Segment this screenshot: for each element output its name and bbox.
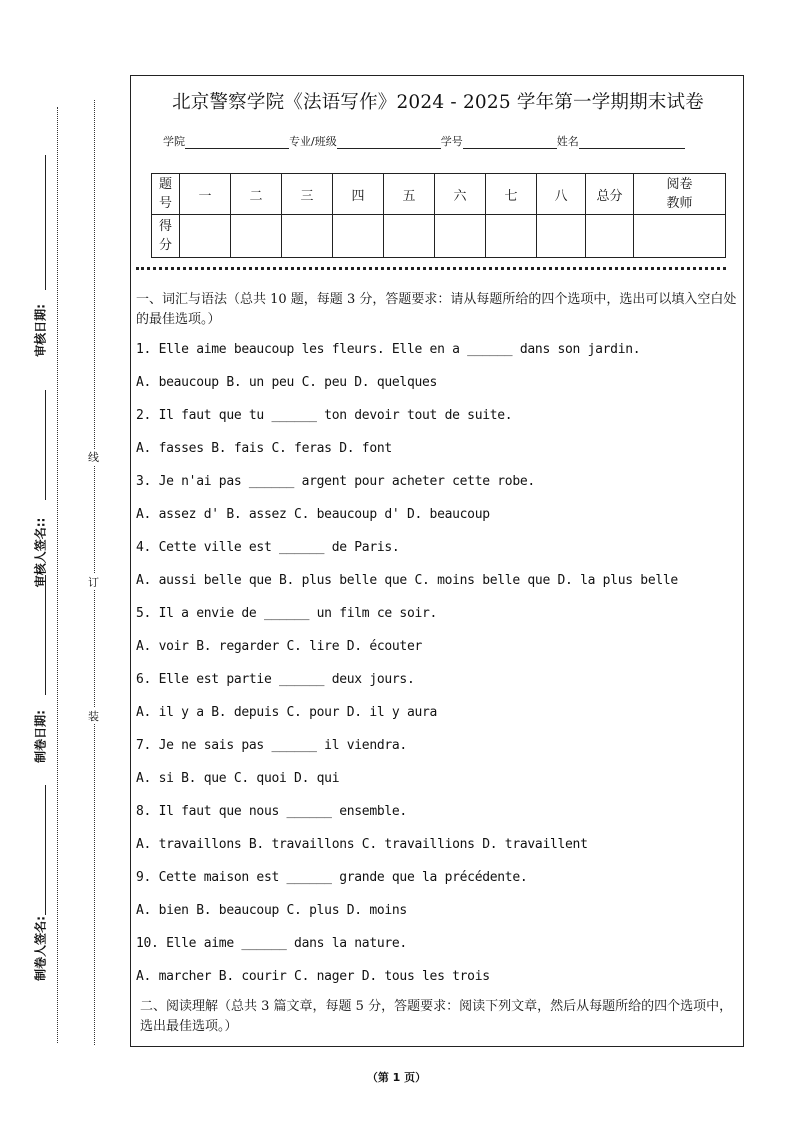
dotted-rule-outer (57, 107, 58, 1043)
score-cell[interactable] (486, 215, 537, 258)
total-score-cell[interactable] (586, 215, 634, 258)
score-cell[interactable] (435, 215, 486, 258)
question-stem: 7. Je ne sais pas ______ il viendra. (136, 738, 407, 753)
score-value-row (152, 215, 726, 258)
score-col-header: 五 (384, 174, 435, 215)
page-number: （第 1 页） (366, 1071, 427, 1084)
reviewer-signature-blank[interactable] (45, 390, 46, 500)
score-cell[interactable] (231, 215, 282, 258)
score-col-header: 一 (180, 174, 231, 215)
reviewer-cell[interactable] (634, 215, 726, 258)
dotted-rule-inner (94, 100, 95, 1045)
exam-title: 北京警察学院《法语写作》2024 - 2025 学年第一学期期末试卷 (172, 92, 704, 113)
bind-order-char: 订 (88, 576, 99, 589)
maker-date-blank[interactable] (45, 575, 46, 695)
college-label: 学院 (163, 135, 185, 148)
score-cell[interactable] (384, 215, 435, 258)
reviewer-signature-label: 审核人签名:: (33, 517, 48, 588)
question-stem: 2. Il faut que tu ______ ton devoir tout de suite. (136, 408, 513, 423)
question-number-label: 题 号 (152, 174, 180, 215)
score-col-header: 四 (333, 174, 384, 215)
question-options: A. voir B. regarder C. lire D. écouter (136, 639, 423, 654)
question-stem: 9. Cette maison est ______ grande que la précédente. (136, 870, 528, 885)
reviewer-date-blank[interactable] (45, 155, 46, 290)
question-stem: 5. Il a envie de ______ un film ce soir. (136, 606, 438, 621)
question-stem: 8. Il faut que nous ______ ensemble. (136, 804, 407, 819)
student-id-label: 学号 (440, 135, 463, 148)
score-cell[interactable] (537, 215, 586, 258)
score-row-label: 得 分 (152, 215, 180, 258)
score-cell[interactable] (282, 215, 333, 258)
maker-signature-blank[interactable] (45, 785, 46, 915)
bind-line-char: 线 (88, 451, 99, 464)
exam-body (136, 290, 742, 1037)
maker-signature-label: 制卷人签名: (33, 916, 48, 981)
score-header-row (152, 174, 726, 215)
student-id-blank[interactable] (463, 136, 557, 149)
reviewer-date-label: 审核日期: (33, 304, 48, 357)
exam-frame (130, 75, 744, 1047)
major-label: 专业/班级 (289, 135, 337, 148)
bind-install-char: 装 (88, 710, 99, 723)
student-info-row (163, 133, 685, 149)
section2-heading: 二、阅读理解（总共 3 篇文章，每题 5 分，答题要求：阅读下列文章，然后从每题所给的四个选项中，选出最佳选项。） (140, 999, 733, 1034)
score-cell[interactable] (180, 215, 231, 258)
question-stem: 4. Cette ville est ______ de Paris. (136, 540, 400, 555)
question-options: A. aussi belle que B. plus belle que C. moins belle que D. la plus belle (136, 573, 678, 588)
score-col-header: 二 (231, 174, 282, 215)
score-col-header: 八 (537, 174, 586, 215)
question-options: A. bien B. beaucoup C. plus D. moins (136, 903, 407, 918)
question-options: A. travaillons B. travaillons C. travaillions D. travaillent (136, 837, 588, 852)
question-stem: 10. Elle aime ______ dans la nature. (136, 936, 407, 951)
maker-date-label: 制卷日期: (33, 710, 48, 763)
question-options: A. si B. que C. quoi D. qui (136, 771, 340, 786)
question-options: A. assez d' B. assez C. beaucoup d' D. beaucoup (136, 507, 490, 522)
reviewer-header: 阅卷 教师 (634, 174, 726, 215)
question-options: A. marcher B. courir C. nager D. tous les trois (136, 969, 490, 984)
major-blank[interactable] (337, 136, 441, 149)
name-label: 姓名 (556, 135, 579, 148)
score-col-header: 三 (282, 174, 333, 215)
question-options: A. il y a B. depuis C. pour D. il y aura (136, 705, 438, 720)
question-stem: 6. Elle est partie ______ deux jours. (136, 672, 415, 687)
question-stem: 1. Elle aime beaucoup les fleurs. Elle en a ______ dans son jardin. (136, 342, 641, 357)
question-options: A. fasses B. fais C. feras D. font (136, 441, 392, 456)
score-col-header: 六 (435, 174, 486, 215)
question-options: A. beaucoup B. un peu C. peu D. quelques (136, 375, 438, 390)
score-cell[interactable] (333, 215, 384, 258)
section1-heading: 一、词汇与语法（总共 10 题，每题 3 分，答题要求：请从每题所给的四个选项中，选出可以填入空白处的最佳选项。） (136, 292, 737, 327)
score-col-header: 七 (486, 174, 537, 215)
dotted-separator (136, 267, 726, 270)
total-score-header: 总分 (586, 174, 634, 215)
college-blank[interactable] (185, 136, 289, 149)
name-blank[interactable] (579, 136, 685, 149)
score-table (151, 173, 726, 258)
question-stem: 3. Je n'ai pas ______ argent pour acheter cette robe. (136, 474, 535, 489)
